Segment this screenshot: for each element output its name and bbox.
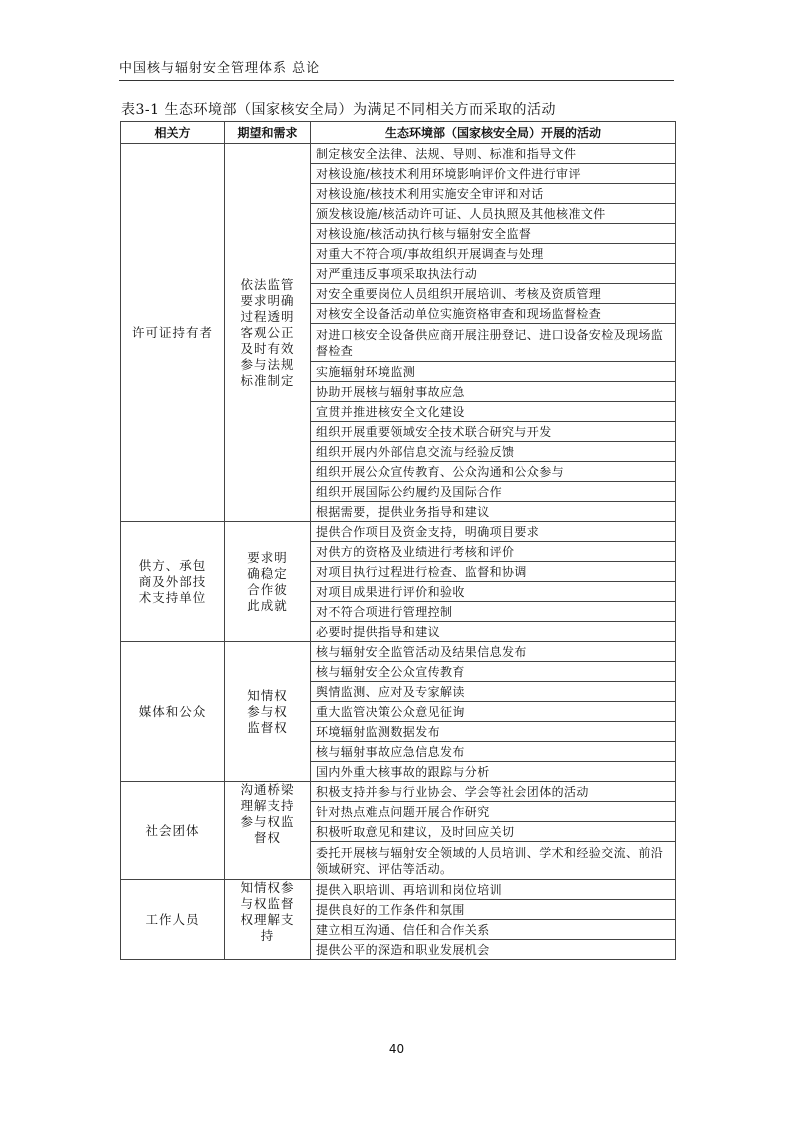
stakeholder-activities-table (120, 121, 676, 960)
activity-cell: 颁发核设施/核活动许可证、人员执照及其他核准文件 (311, 204, 676, 224)
activity-cell: 对项目成果进行评价和验收 (311, 582, 676, 602)
expectation-cell: 依法监管 要求明确 过程透明 客观公正 及时有效 参与法规 标准制定 (225, 144, 311, 522)
column-header-expectation: 期望和需求 (225, 122, 311, 144)
expectation-cell: 要求明 确稳定 合作彼 此成就 (225, 522, 311, 642)
table-row (121, 642, 676, 662)
expectation-cell: 沟通桥梁 理解支持 参与权监 督权 (225, 782, 311, 880)
column-header-activities: 生态环境部（国家核安全局）开展的活动 (311, 122, 676, 144)
activity-cell: 对严重违反事项采取执法行动 (311, 264, 676, 284)
activity-cell: 提供良好的工作条件和氛围 (311, 900, 676, 920)
activity-cell: 必要时提供指导和建议 (311, 622, 676, 642)
activity-cell: 核与辐射事故应急信息发布 (311, 742, 676, 762)
activity-cell: 对核安全设备活动单位实施资格审查和现场监督检查 (311, 304, 676, 324)
running-header: 中国核与辐射安全管理体系 总论 (119, 61, 321, 76)
activity-cell: 对进口核安全设备供应商开展注册登记、进口设备安检及现场监督检查 (311, 324, 676, 362)
table-row (121, 522, 676, 542)
activity-cell: 核与辐射安全监管活动及结果信息发布 (311, 642, 676, 662)
activity-cell: 积极支持并参与行业协会、学会等社会团体的活动 (311, 782, 676, 802)
activity-cell: 提供合作项目及资金支持，明确项目要求 (311, 522, 676, 542)
expectation-cell: 知情权 参与权 监督权 (225, 642, 311, 782)
expectation-cell: 知情权参 与权监督 权理解支 持 (225, 880, 311, 960)
activity-cell: 对核设施/核活动执行核与辐射安全监督 (311, 224, 676, 244)
activity-cell: 对项目执行过程进行检查、监督和协调 (311, 562, 676, 582)
table-caption: 表3-1 生态环境部（国家核安全局）为满足不同相关方而采取的活动 (121, 102, 556, 118)
activity-cell: 重大监管决策公众意见征询 (311, 702, 676, 722)
column-header-stakeholder: 相关方 (121, 122, 225, 144)
stakeholder-cell: 工作人员 (121, 880, 225, 960)
activity-cell: 对核设施/核技术利用环境影响评价文件进行审评 (311, 164, 676, 184)
table-row (121, 144, 676, 164)
header-rule (119, 80, 674, 81)
activity-cell: 建立相互沟通、信任和合作关系 (311, 920, 676, 940)
stakeholder-cell: 社会团体 (121, 782, 225, 880)
stakeholder-cell: 许可证持有者 (121, 144, 225, 522)
activity-cell: 核与辐射安全公众宣传教育 (311, 662, 676, 682)
activity-cell: 对重大不符合项/事故组织开展调查与处理 (311, 244, 676, 264)
activity-cell: 根据需要，提供业务指导和建议 (311, 502, 676, 522)
stakeholder-cell: 媒体和公众 (121, 642, 225, 782)
activity-cell: 组织开展内外部信息交流与经验反馈 (311, 442, 676, 462)
activity-cell: 协助开展核与辐射事故应急 (311, 382, 676, 402)
activity-cell: 对不符合项进行管理控制 (311, 602, 676, 622)
activity-cell: 组织开展公众宣传教育、公众沟通和公众参与 (311, 462, 676, 482)
stakeholder-cell: 供方、承包 商及外部技 术支持单位 (121, 522, 225, 642)
activity-cell: 宣贯并推进核安全文化建设 (311, 402, 676, 422)
table-header-row (121, 122, 676, 144)
activity-cell: 提供公平的深造和职业发展机会 (311, 940, 676, 960)
activity-cell: 对安全重要岗位人员组织开展培训、考核及资质管理 (311, 284, 676, 304)
activity-cell: 委托开展核与辐射安全领域的人员培训、学术和经验交流、前沿领域研究、评估等活动。 (311, 842, 676, 880)
table-row (121, 782, 676, 802)
activity-cell: 针对热点难点问题开展合作研究 (311, 802, 676, 822)
activity-cell: 国内外重大核事故的跟踪与分析 (311, 762, 676, 782)
activity-cell: 舆情监测、应对及专家解读 (311, 682, 676, 702)
activity-cell: 积极听取意见和建议，及时回应关切 (311, 822, 676, 842)
activity-cell: 组织开展国际公约履约及国际合作 (311, 482, 676, 502)
activity-cell: 制定核安全法律、法规、导则、标准和指导文件 (311, 144, 676, 164)
activity-cell: 环境辐射监测数据发布 (311, 722, 676, 742)
table-body (121, 144, 676, 960)
page-number: 40 (388, 1042, 405, 1056)
activity-cell: 提供入职培训、再培训和岗位培训 (311, 880, 676, 900)
table-row (121, 880, 676, 900)
activity-cell: 对供方的资格及业绩进行考核和评价 (311, 542, 676, 562)
activity-cell: 实施辐射环境监测 (311, 362, 676, 382)
activity-cell: 对核设施/核技术利用实施安全审评和对话 (311, 184, 676, 204)
activity-cell: 组织开展重要领域安全技术联合研究与开发 (311, 422, 676, 442)
